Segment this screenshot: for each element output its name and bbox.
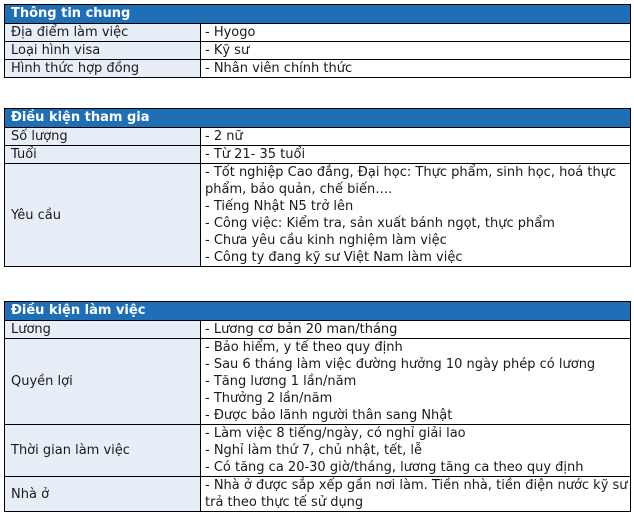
value-line: - Bảo hiểm, y tế theo quy định bbox=[205, 340, 403, 355]
value-line: - Tăng lương 1 lần/năm bbox=[205, 374, 357, 389]
table-row bbox=[5, 321, 631, 339]
value-line: - Tốt nghiệp Cao đẳng, Đại học: Thực phẩm, sinh học, hoá thực phẩm, bảo quản, chế biến…. bbox=[205, 165, 617, 197]
row-value bbox=[201, 321, 631, 339]
participation-table bbox=[4, 108, 631, 267]
row-value bbox=[201, 425, 631, 477]
value-line: - Nhà ở được sắp xếp gần nơi làm. Tiền nhà, tiền điện nước kỹ sư trả theo thực tế sử dụng bbox=[205, 478, 628, 510]
row-value bbox=[201, 146, 631, 164]
table-row bbox=[5, 60, 631, 78]
table-row bbox=[5, 477, 631, 512]
row-value bbox=[201, 477, 631, 512]
row-label: Lương bbox=[5, 321, 201, 339]
value-line: - 2 nữ bbox=[205, 129, 243, 144]
row-label: Quyền lợi bbox=[5, 339, 201, 425]
table-row bbox=[5, 164, 631, 267]
value-line: - Lương cơ bản 20 man/tháng bbox=[205, 322, 398, 337]
value-line: - Sau 6 tháng làm việc đường hưởng 10 ngày phép có lương bbox=[205, 357, 596, 372]
value-line: - Công ty đang kỹ sư Việt Nam làm việc bbox=[205, 250, 463, 265]
table-row bbox=[5, 425, 631, 477]
row-value bbox=[201, 60, 631, 78]
row-label: Yêu cầu bbox=[5, 164, 201, 267]
row-value bbox=[201, 164, 631, 267]
table-row bbox=[5, 146, 631, 164]
row-label: Hình thức hợp đồng bbox=[5, 60, 201, 78]
row-value bbox=[201, 42, 631, 60]
row-label: Nhà ở bbox=[5, 477, 201, 512]
value-line: - Tiếng Nhật N5 trở lên bbox=[205, 199, 354, 214]
row-value bbox=[201, 128, 631, 146]
row-label: Số lượng bbox=[5, 128, 201, 146]
value-line: - Được bảo lãnh người thân sang Nhật bbox=[205, 408, 453, 423]
table-row bbox=[5, 339, 631, 425]
value-line: - Từ 21- 35 tuổi bbox=[205, 147, 306, 162]
value-line: - Kỹ sư bbox=[205, 43, 250, 58]
section-title: Điều kiện tham gia bbox=[5, 109, 631, 128]
section-header bbox=[5, 302, 631, 321]
general-info-table bbox=[4, 4, 631, 78]
row-label: Thời gian làm việc bbox=[5, 425, 201, 477]
section-title: Thông tin chung bbox=[5, 5, 631, 24]
value-line: - Công việc: Kiểm tra, sản xuất bánh ngọt, thực phẩm bbox=[205, 216, 555, 231]
row-label: Địa điểm làm việc bbox=[5, 24, 201, 42]
section-header bbox=[5, 5, 631, 24]
row-value bbox=[201, 339, 631, 425]
value-line: - Làm việc 8 tiếng/ngày, có nghỉ giải lao bbox=[205, 426, 466, 441]
working-conditions-table bbox=[4, 301, 631, 512]
value-line: - Chưa yêu cầu kinh nghiệm làm việc bbox=[205, 233, 447, 248]
value-line: - Hyogo bbox=[205, 25, 256, 40]
table-row bbox=[5, 24, 631, 42]
section-title: Điều kiện làm việc bbox=[5, 302, 631, 321]
table-row bbox=[5, 128, 631, 146]
table-row bbox=[5, 42, 631, 60]
row-label: Loại hình visa bbox=[5, 42, 201, 60]
row-value bbox=[201, 24, 631, 42]
row-label: Tuổi bbox=[5, 146, 201, 164]
value-line: - Nghỉ làm thứ 7, chủ nhật, tết, lễ bbox=[205, 443, 423, 458]
value-line: - Thưởng 2 lần/năm bbox=[205, 391, 333, 406]
section-header bbox=[5, 109, 631, 128]
value-line: - Nhân viên chính thức bbox=[205, 61, 353, 76]
value-line: - Có tăng ca 20-30 giờ/tháng, lương tăng ca theo quy định bbox=[205, 460, 584, 475]
